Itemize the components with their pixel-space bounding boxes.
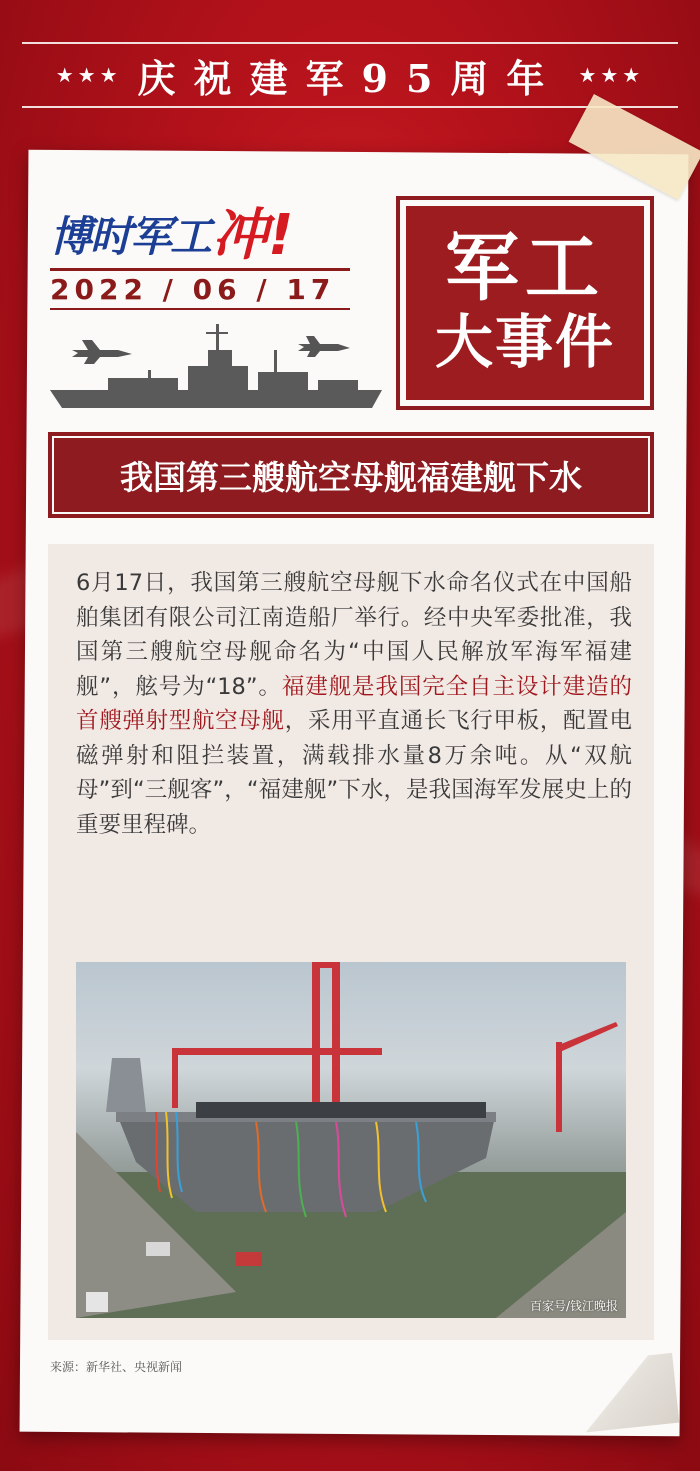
jet-right-icon xyxy=(298,336,350,357)
logo-accent-text: 冲! xyxy=(212,203,294,268)
photo-watermark: 百家号/钱江晚报 xyxy=(529,1299,618,1313)
header-top-rule xyxy=(22,42,678,44)
carrier-island xyxy=(106,1058,146,1112)
brand-logo xyxy=(50,204,360,310)
header-bottom-rule xyxy=(22,106,678,108)
stamp-line-1: 军工 xyxy=(445,225,605,312)
logo-main-text: 博时军工 xyxy=(50,212,211,261)
headline-text: 我国第三艘航空母舰福建舰下水 xyxy=(52,436,650,514)
header-banner xyxy=(22,52,678,101)
dock-vehicle xyxy=(146,1242,170,1256)
dock-vehicle xyxy=(236,1252,262,1266)
carrier-launch-photo xyxy=(76,962,626,1318)
logo-date: 2022 / 06 / 17 xyxy=(50,273,336,306)
source-credit: 来源：新华社、央视新闻 xyxy=(50,1360,183,1374)
stars-right-icon: ★★★ xyxy=(578,63,645,87)
ship-icon xyxy=(50,324,382,408)
jet-left-icon xyxy=(72,340,132,364)
article-highlight: 福建舰是我国完全自主设计建造的首艘弹射型航空母舰 xyxy=(76,673,632,734)
dock-vehicle xyxy=(86,1292,108,1312)
headline-bar xyxy=(48,432,654,518)
warship-silhouette-icon xyxy=(48,320,388,416)
article-text xyxy=(76,566,632,842)
stars-left-icon: ★★★ xyxy=(55,63,122,87)
photo-illustration xyxy=(76,962,626,1318)
article-part-1: 6月17日，我国第三艘航空母舰下水命名仪式在中国船舶集团有限公司江南造船厂举行。经中央军委批准，我国第三艘航空母舰命名为“中国人民解放军海军福建舰”，舷号为“18”。 xyxy=(76,570,632,700)
gantry-crane-icon xyxy=(172,962,382,1108)
stamp-line-2: 大事件 xyxy=(434,308,615,377)
tower-crane-icon xyxy=(556,1022,618,1132)
header-title: 庆祝建军95周年 xyxy=(137,55,563,101)
event-stamp xyxy=(396,196,654,410)
logo-rule-bottom xyxy=(50,308,350,310)
paper-curl xyxy=(553,1353,680,1435)
article-part-2: ，采用平直通长飞行甲板，配置电磁弹射和阻拦装置，满载排水量8万余吨。从“双航母”到“三舰客”，“福建舰”下水，是我国海军发展史上的重要里程碑。 xyxy=(76,708,632,838)
deck-banner xyxy=(196,1102,486,1118)
logo-rule xyxy=(50,268,350,271)
